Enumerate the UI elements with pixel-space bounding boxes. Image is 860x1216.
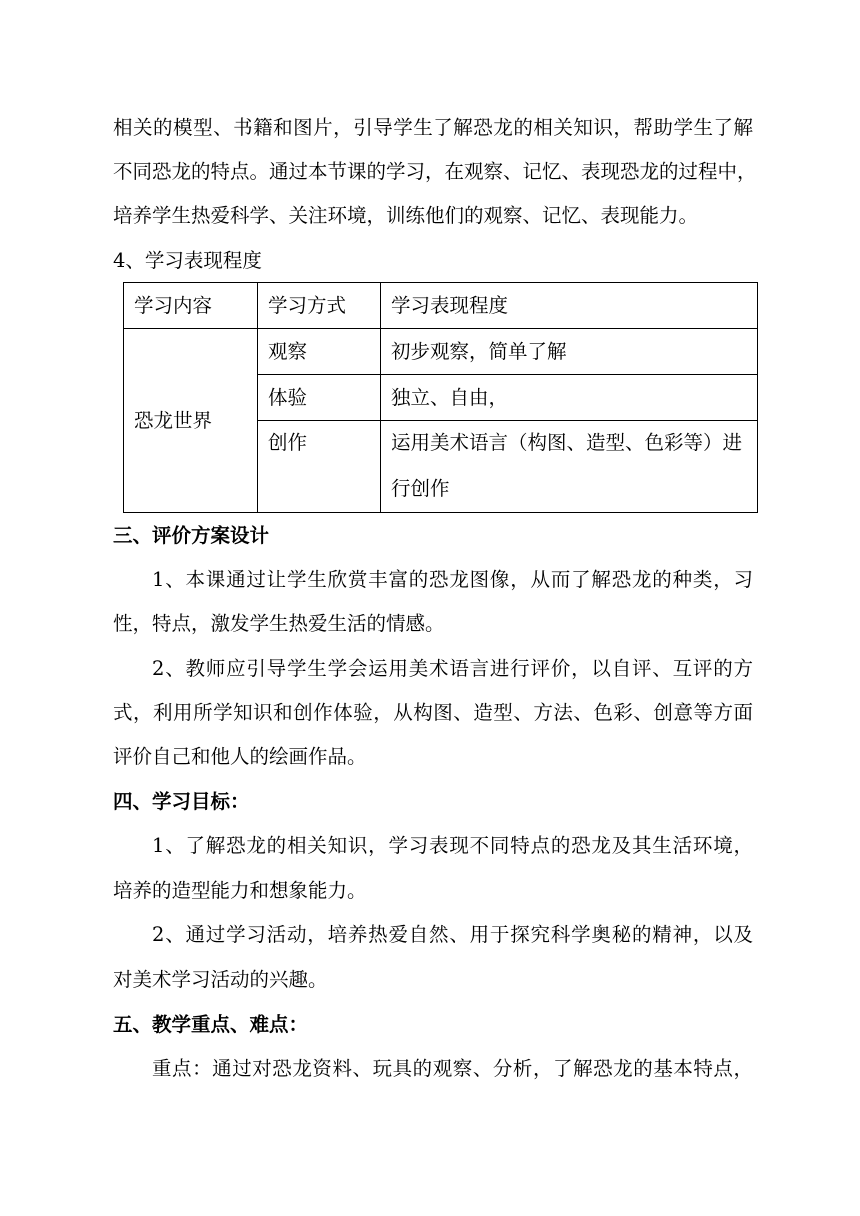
- evaluation-p1-line-2: 性，特点，激发学生热爱生活的情感。: [113, 612, 445, 635]
- evaluation-p2-line-1: 2、教师应引导学生学会运用美术语言进行评价，以自评、互评的方: [152, 657, 753, 680]
- intro-line-3: 培养学生热爱科学、关注环境，训练他们的观察、记忆、表现能力。: [113, 204, 699, 227]
- table-cell-content: 恐龙世界: [124, 329, 258, 513]
- table-cell-level: 独立、自由，: [381, 375, 758, 421]
- table-header-cell: 学习内容: [124, 283, 258, 329]
- key-points-p1-line-1: 重点：通过对恐龙资料、玩具的观察、分析，了解恐龙的基本特点，: [152, 1057, 753, 1080]
- objectives-p1-line-2: 培养的造型能力和想象能力。: [113, 879, 367, 902]
- table-cell-level: [381, 421, 758, 513]
- table-cell-method: 创作: [258, 421, 381, 513]
- intro-line-2: 不同恐龙的特点。通过本节课的学习，在观察、记忆、表现恐龙的过程中，: [113, 160, 757, 183]
- table-header-row: [124, 283, 758, 329]
- section-heading-objectives: 四、学习目标：: [113, 790, 250, 813]
- evaluation-p2-line-3: 评价自己和他人的绘画作品。: [113, 745, 367, 768]
- table-header-cell: 学习方式: [258, 283, 381, 329]
- table-cell-method: 观察: [258, 329, 381, 375]
- table-cell-method: 体验: [258, 375, 381, 421]
- learning-level-table: [123, 282, 758, 513]
- intro-line-1: 相关的模型、书籍和图片，引导学生了解恐龙的相关知识，帮助学生了解: [113, 116, 753, 139]
- objectives-p1-line-1: 1、了解恐龙的相关知识，学习表现不同特点的恐龙及其生活环境，: [152, 834, 753, 857]
- table-cell-level: 初步观察，简单了解: [381, 329, 758, 375]
- section-title-learning-level: 4、学习表现程度: [113, 249, 262, 272]
- objectives-p2-line-1: 2、通过学习活动，培养热爱自然、用于探究科学奥秘的精神，以及: [152, 923, 753, 946]
- table-header-cell: 学习表现程度: [381, 283, 758, 329]
- table-cell-level-text: 运用美术语言（构图、造型、色彩等）进行创作: [391, 431, 743, 500]
- evaluation-p2-line-2: 式，利用所学知识和创作体验，从构图、造型、方法、色彩、创意等方面: [113, 701, 753, 724]
- objectives-p2-line-2: 对美术学习活动的兴趣。: [113, 968, 328, 991]
- section-heading-evaluation: 三、评价方案设计: [113, 524, 270, 547]
- section-heading-key-points: 五、教学重点、难点：: [113, 1013, 309, 1036]
- evaluation-p1-line-1: 1、本课通过让学生欣赏丰富的恐龙图像，从而了解恐龙的种类，习: [152, 568, 753, 591]
- table-row: [124, 329, 758, 375]
